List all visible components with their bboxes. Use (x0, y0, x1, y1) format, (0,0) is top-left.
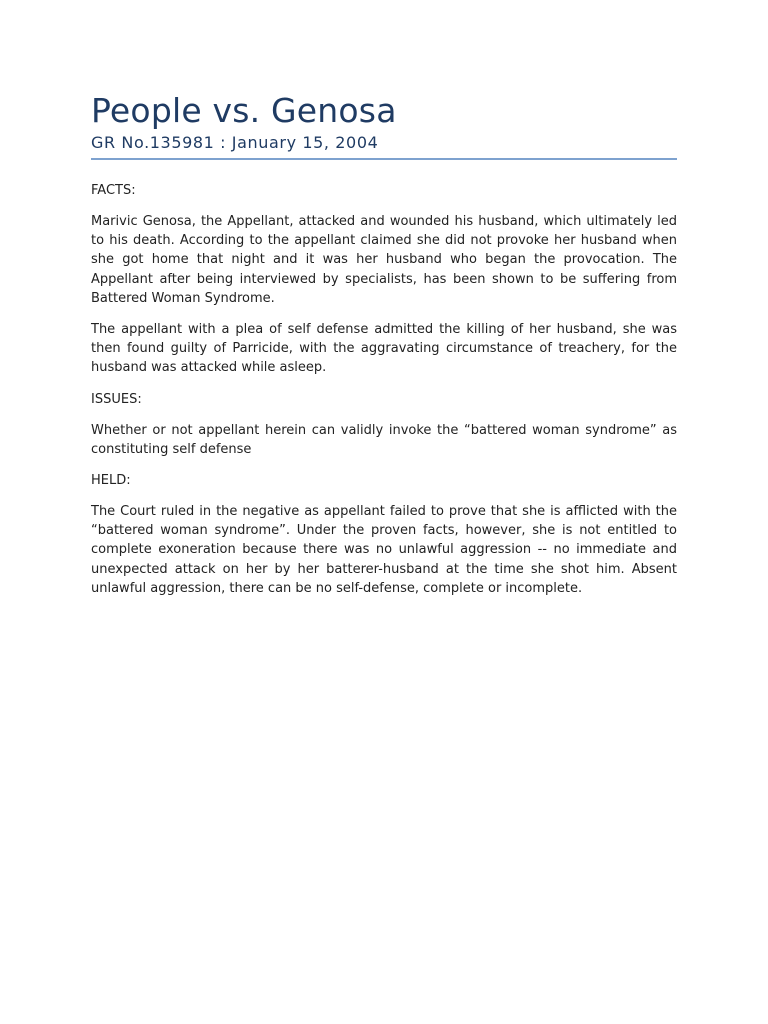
issues-paragraph: Whether or not appellant herein can validly invoke the “battered woman syndrome” as constituting self defense (91, 422, 677, 457)
document-title: People vs. Genosa (91, 91, 397, 130)
held-heading: HELD: (91, 473, 131, 489)
title-divider (91, 158, 677, 160)
facts-paragraph-1: Marivic Genosa, the Appellant, attacked and wounded his husband, which ultimately led to his death. According to the appellant claimed she did not provoke her husband when she got home that night and it was her husband who began the provocation. The Appellant after being interviewed by specialists, has been shown to be suffering from Battered Woman Syndrome. (91, 214, 677, 306)
document-subtitle: GR No.135981 : January 15, 2004 (91, 133, 379, 152)
issues-heading: ISSUES: (91, 391, 142, 407)
document-page (91, 92, 677, 610)
facts-heading: FACTS: (91, 183, 136, 198)
held-paragraph: The Court ruled in the negative as appellant failed to prove that she is afflicted with the “battered woman syndrome”. Under the proven facts, however, she is not entitled to complete exoneration because there was no unlawful aggression -- no immediate and unexpected attack on her by her batterer-husband at the time she shot him. Absent unlawful aggression, there can be no self-defense, complete or incomplete. (91, 504, 677, 596)
facts-paragraph-2: The appellant with a plea of self defense admitted the killing of her husband, she was then found guilty of Parricide, with the aggravating circumstance of treachery, for the husband was attacked while asleep. (91, 322, 677, 376)
